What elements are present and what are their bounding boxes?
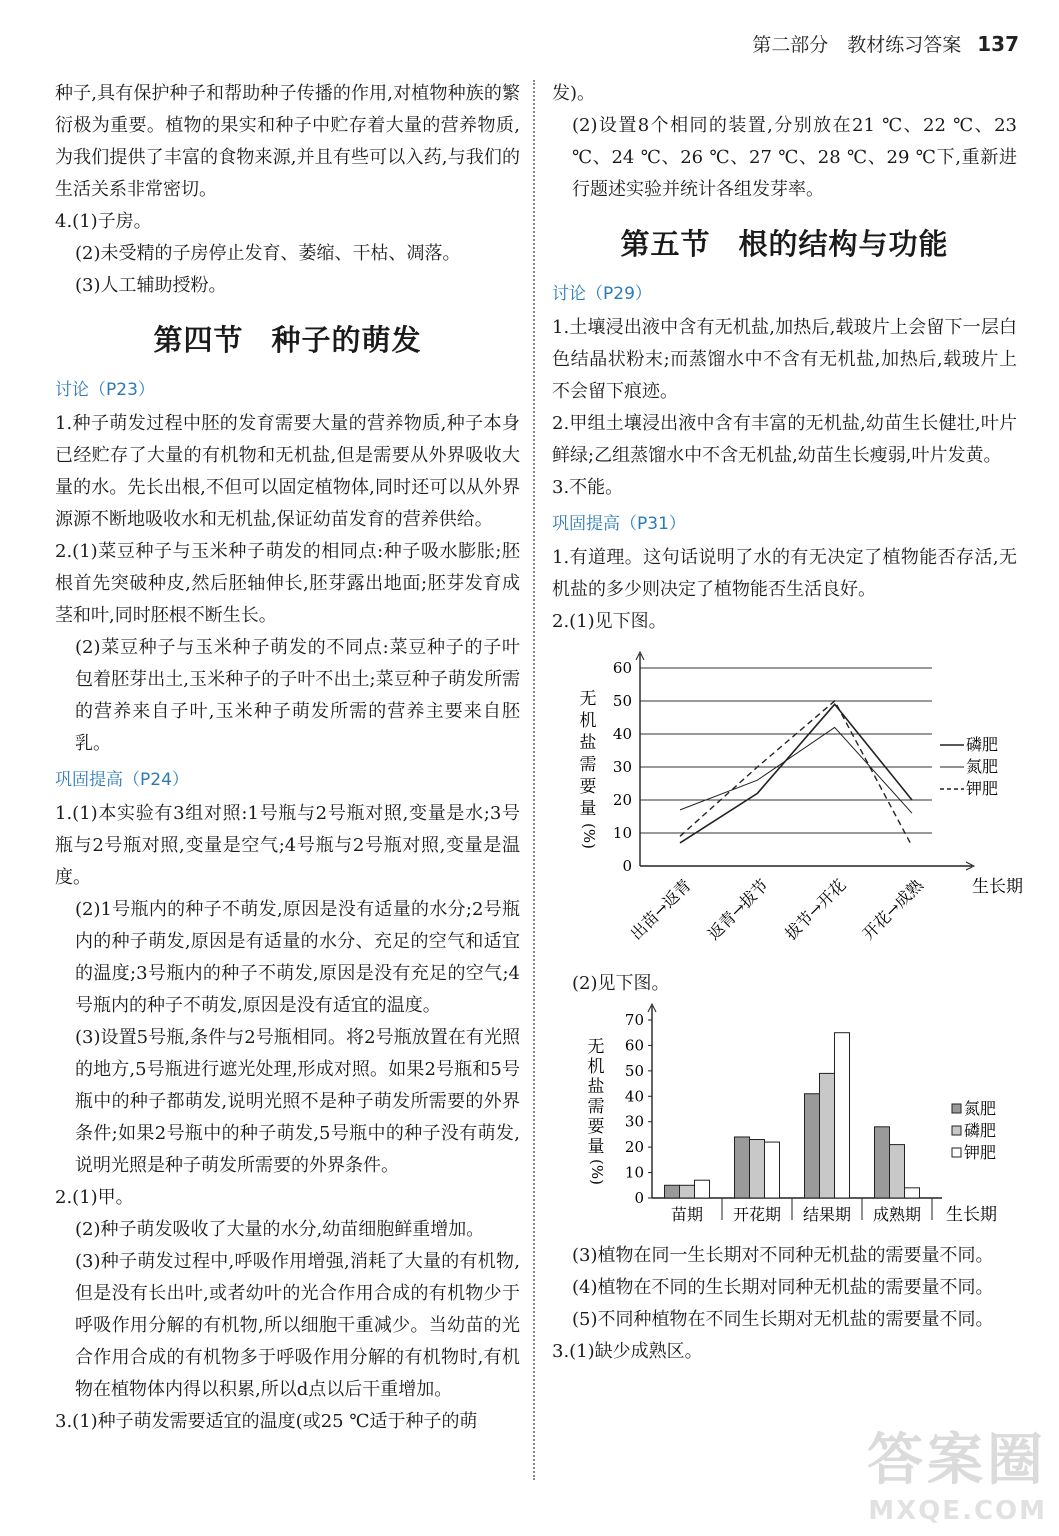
bar-钾肥 — [765, 1142, 780, 1198]
discussion-answer-1: 1.土壤浸出液中含有无机盐,加热后,载玻片上会留下一层白色结晶状粉末;而蒸馏水中不含有无机盐,加热后,载玻片上不会留下痕迹。 — [552, 317, 1017, 402]
bar-chart — [552, 1000, 1017, 1240]
practice-tag-p31: 巩固提高（P31） — [552, 514, 686, 534]
legend-label: 磷肥 — [966, 735, 999, 754]
x-tick-label: 苗期 — [670, 1205, 704, 1224]
series-line-钾肥 — [680, 701, 912, 846]
practice-answer-1-3: (3)设置5号瓶,条件与2号瓶相同。将2号瓶放置在有光照的地方,5号瓶进行遮光处理,形成对照。如果2号瓶和5号瓶中的种子都萌发,说明光照不是种子萌发所需要的外界条件;如果2号瓶中的种子萌发,5号瓶中的种子没有萌发,说明光照是种子萌发所需要的外界条件。 — [75, 1027, 520, 1176]
answer-4-1: 4.(1)子房。 — [55, 211, 152, 232]
x-axis-label: 生长期 — [946, 1205, 997, 1225]
discussion-tag-p23: 讨论（P23） — [55, 380, 155, 400]
x-tick-label: 开花→成熟 — [858, 875, 927, 944]
bar-磷肥 — [890, 1145, 905, 1198]
bar-钾肥 — [835, 1033, 850, 1198]
legend-label: 钾肥 — [964, 1143, 997, 1162]
page-number: 137 — [977, 32, 1019, 56]
y-tick-label: 60 — [612, 659, 632, 677]
bar-磷肥 — [820, 1073, 835, 1198]
discussion-answer-3: 3.不能。 — [552, 477, 624, 498]
practice-answer-2-3: (3)植物在同一生长期对不同种无机盐的需要量不同。 — [572, 1245, 994, 1266]
x-tick-label: 出苗→返青 — [626, 875, 695, 944]
answer-4-2: (2)未受精的子房停止发育、萎缩、干枯、凋落。 — [75, 243, 461, 264]
y-tick-label: 20 — [624, 1138, 644, 1157]
y-axis-label-char: 机 — [587, 1057, 605, 1077]
section-5-title — [552, 228, 1017, 260]
discussion-answer-2: 2.甲组土壤浸出液中含有丰富的无机盐,幼苗生长健壮,叶片鲜绿;乙组蒸馏水中不含无机盐,幼苗生长瘦弱,叶片发黄。 — [552, 413, 1017, 466]
y-axis-label-char: 盐 — [579, 733, 597, 753]
section-4-name: 种子的萌发 — [271, 323, 422, 357]
bar-氮肥 — [735, 1137, 750, 1198]
practice-answer-2-5: (5)不同种植物在不同生长期对无机盐的需要量不同。 — [572, 1309, 994, 1330]
y-axis-label-char: 机 — [579, 711, 597, 731]
practice-answer-2-2: (2)见下图。 — [572, 973, 670, 994]
y-tick-label: 0 — [622, 857, 632, 875]
practice-answer-1-2: (2)1号瓶内的种子不萌发,原因是没有适量的水分;2号瓶内的种子萌发,原因是有适量的水分、充足的空气和适宜的温度;3号瓶内的种子不萌发,原因是没有充足的空气;4号瓶内的种子不萌发,原因是没有适宜的温度。 — [75, 899, 520, 1016]
y-tick-label: 60 — [624, 1036, 644, 1055]
x-tick-label: 拔节→开花 — [781, 875, 850, 944]
practice-answer-2-2: (2)种子萌发吸收了大量的水分,幼苗细胞鲜重增加。 — [75, 1219, 485, 1240]
discussion-tag-p29: 讨论（P29） — [552, 284, 652, 304]
practice-answer-2-1: 2.(1)见下图。 — [552, 611, 667, 632]
watermark-text: 答案圈 — [867, 1428, 1047, 1493]
y-tick-label: 10 — [612, 824, 632, 842]
legend-label: 钾肥 — [966, 779, 999, 798]
discussion-answer-2-1: 2.(1)菜豆种子与玉米种子萌发的相同点:种子吸水膨胀;胚根首先突破种皮,然后胚轴伸长,胚芽露出地面;胚芽发育成茎和叶,同时胚根不断生长。 — [55, 541, 520, 626]
intro-paragraph: 种子,具有保护种子和帮助种子传播的作用,对植物种族的繁衍极为重要。植物的果实和种子中贮存着大量的营养物质,为我们提供了丰富的食物来源,并且有些可以入药,与我们的生活关系非常密切。 — [55, 83, 520, 200]
legend-swatch — [952, 1104, 961, 1113]
legend-label: 磷肥 — [964, 1121, 997, 1140]
practice-answer-1-1: 1.(1)本实验有3组对照:1号瓶与2号瓶对照,变量是水;3号瓶与2号瓶对照,变量是空气;4号瓶与2号瓶对照,变量是温度。 — [55, 803, 520, 888]
y-axis-label-char: 要 — [579, 777, 597, 797]
section-4-title — [55, 324, 520, 356]
legend-swatch — [952, 1148, 961, 1157]
section-4-number: 第四节 — [153, 323, 244, 357]
legend-swatch — [952, 1126, 961, 1135]
practice-answer-3-1: 3.(1)种子萌发需要适宜的温度(或25 ℃适于种子的萌 — [55, 1411, 478, 1432]
column-divider — [533, 80, 535, 1480]
y-axis-label-char: 量 — [587, 1137, 605, 1157]
watermark-url: MXQE.COM — [868, 1496, 1047, 1526]
practice-answer-3-1: 3.(1)缺少成熟区。 — [552, 1341, 703, 1362]
y-axis-label-char: 需 — [579, 755, 597, 775]
answer-3-2: (2)设置8个相同的装置,分别放在21 ℃、22 ℃、23 ℃、24 ℃、26 ℃、27 ℃、28 ℃、29 ℃下,重新进行题述实验并统计各组发芽率。 — [572, 115, 1017, 200]
x-tick-label: 成熟期 — [872, 1205, 922, 1224]
y-tick-label: 40 — [624, 1087, 644, 1106]
practice-tag-p24: 巩固提高（P24） — [55, 770, 189, 790]
y-axis-label-char: 要 — [587, 1117, 605, 1137]
bar-氮肥 — [875, 1127, 890, 1198]
x-tick-label: 开花期 — [732, 1205, 782, 1224]
practice-answer-1: 1.有道理。这句话说明了水的有无决定了植物能否存活,无机盐的多少则决定了植物能否生活良好。 — [552, 547, 1017, 600]
y-tick-label: 50 — [612, 692, 632, 710]
practice-answer-2-3: (3)种子萌发过程中,呼吸作用增强,消耗了大量的有机物,但是没有长出叶,或者幼叶的光合作用合成的有机物少于呼吸作用分解的有机物,所以细胞干重减少。当幼苗的光合作用合成的有机物多于呼吸作用分解的有机物时,有机物在植物体内得以积累,所以d点以后干重增加。 — [75, 1251, 520, 1400]
continued-text: 发)。 — [552, 83, 596, 104]
bar-钾肥 — [695, 1180, 710, 1198]
watermark-logo — [867, 1416, 1047, 1526]
bar-钾肥 — [905, 1188, 920, 1198]
y-tick-label: 50 — [624, 1061, 644, 1080]
y-axis-label-char: 需 — [587, 1097, 605, 1117]
y-axis-label-char: 盐 — [587, 1077, 605, 1097]
x-tick-label: 返青→拔节 — [703, 875, 773, 944]
line-chart — [552, 638, 1023, 968]
discussion-answer-1: 1.种子萌发过程中胚的发育需要大量的营养物质,种子本身已经贮存了大量的有机物和无机盐,但是需要从外界吸收大量的水。先长出根,不但可以固定植物体,同时还可以从外界源源不断地吸收水和无机盐,保证幼苗发育的营养供给。 — [55, 413, 520, 530]
bar-磷肥 — [750, 1140, 765, 1198]
bar-磷肥 — [680, 1185, 695, 1198]
series-line-磷肥 — [680, 704, 912, 843]
x-axis-label: 生长期 — [972, 877, 1023, 897]
answer-4-3: (3)人工辅助授粉。 — [75, 275, 227, 296]
y-tick-label: 10 — [624, 1163, 644, 1182]
legend-label: 氮肥 — [964, 1099, 997, 1118]
y-tick-label: 30 — [612, 758, 632, 776]
practice-answer-2-1: 2.(1)甲。 — [55, 1187, 134, 1208]
y-axis-label-char: 无 — [587, 1037, 605, 1057]
left-column — [55, 78, 520, 1438]
y-tick-label: 30 — [624, 1112, 644, 1131]
section-5-number: 第五节 — [620, 227, 711, 261]
x-tick-label: 结果期 — [802, 1205, 852, 1224]
y-tick-label: 40 — [612, 725, 632, 743]
section-5-name: 根的结构与功能 — [738, 227, 949, 261]
page-header — [752, 30, 1019, 57]
right-column — [552, 78, 1023, 1368]
y-axis-label-unit: (%) — [588, 1159, 606, 1185]
y-axis-label-unit: (%) — [580, 823, 598, 849]
y-tick-label: 0 — [634, 1189, 644, 1207]
bar-氮肥 — [665, 1185, 680, 1198]
discussion-answer-2-2: (2)菜豆种子与玉米种子萌发的不同点:菜豆种子的子叶包着胚芽出土,玉米种子的子叶不出土;菜豆种子萌发所需的营养来自子叶,玉米种子萌发所需的营养主要来自胚乳。 — [75, 637, 520, 754]
practice-answer-2-4: (4)植物在不同的生长期对同种无机盐的需要量不同。 — [572, 1277, 994, 1298]
y-axis-label-char: 无 — [579, 689, 597, 709]
header-title: 第二部分 教材练习答案 — [752, 34, 962, 56]
legend-label: 氮肥 — [966, 757, 999, 776]
y-tick-label: 70 — [624, 1011, 644, 1029]
y-axis-label-char: 量 — [579, 799, 597, 819]
bar-氮肥 — [805, 1094, 820, 1198]
y-tick-label: 20 — [612, 791, 632, 809]
